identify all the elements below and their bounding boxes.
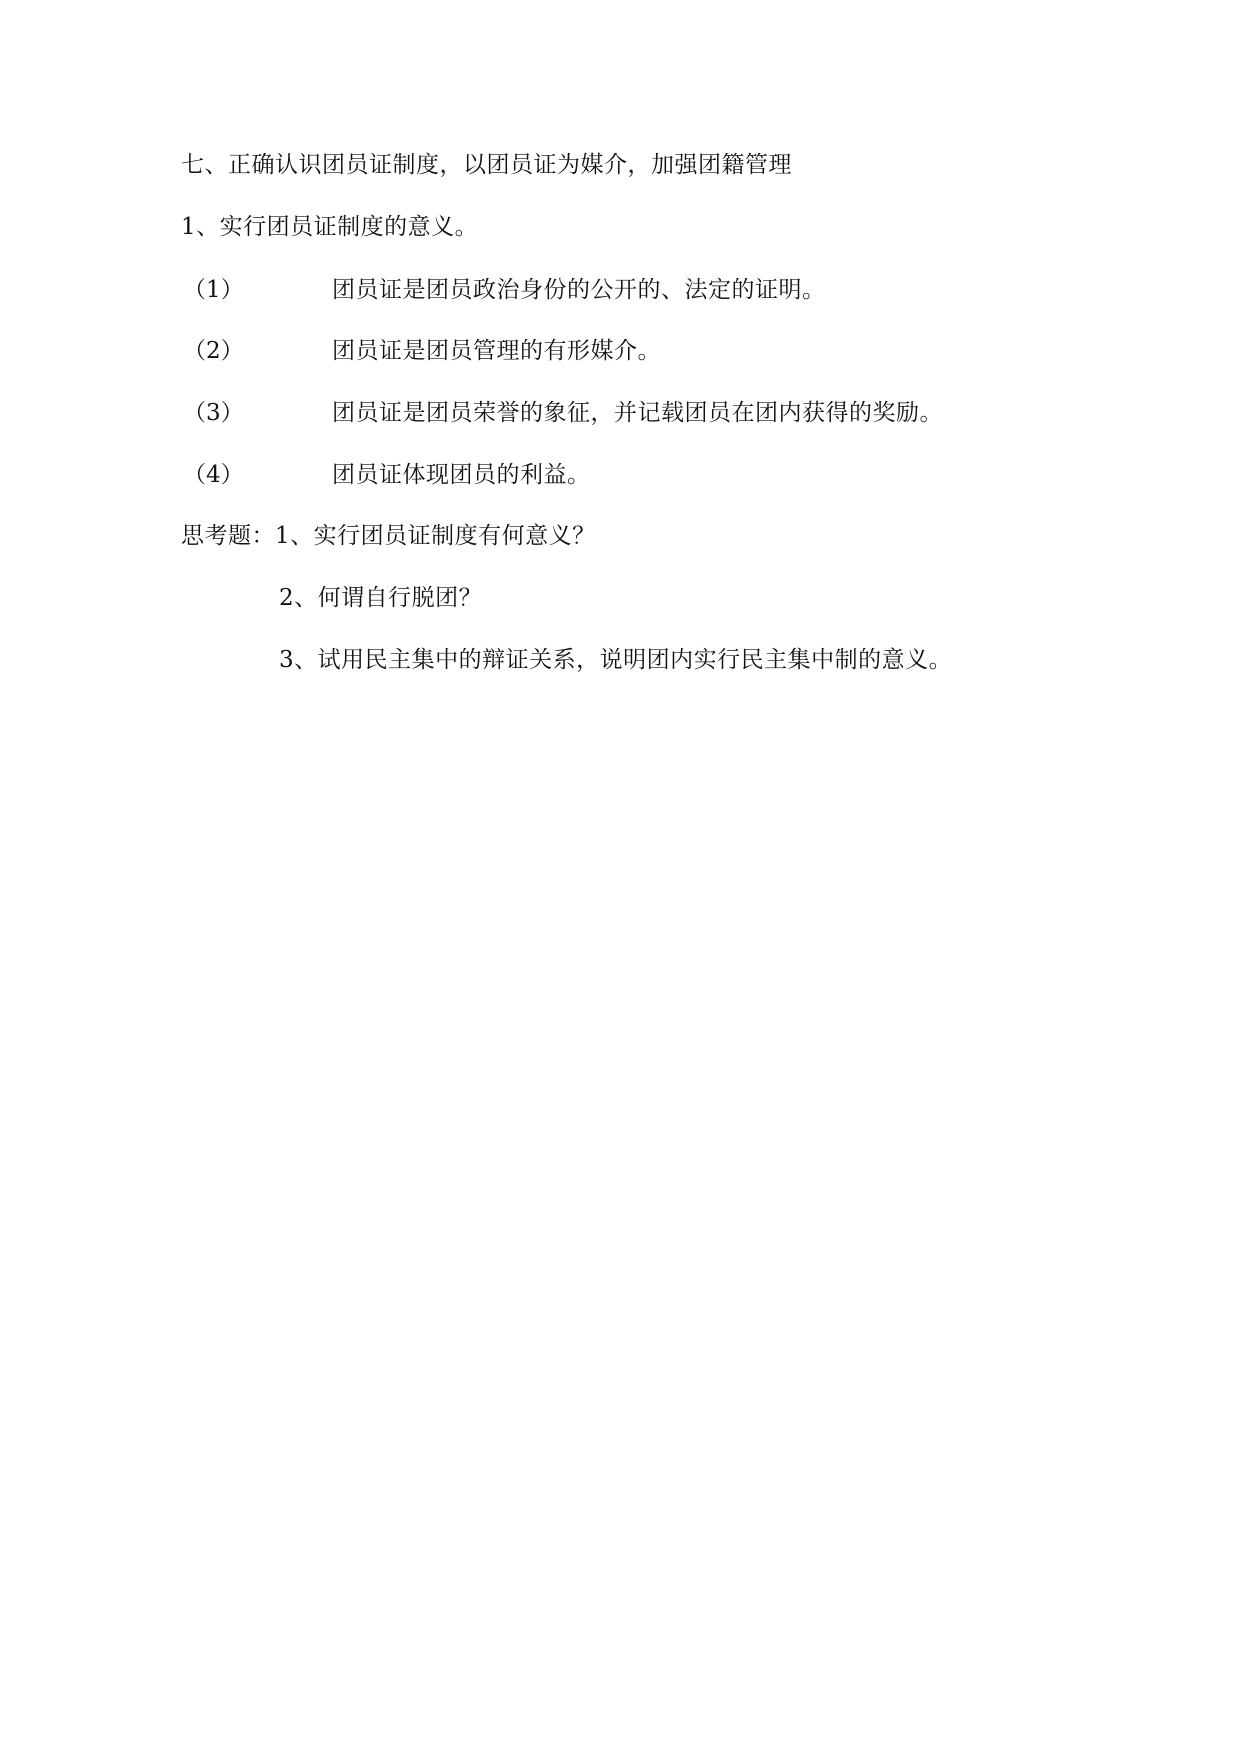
subsection-heading: 1、实行团员证制度的意义。 xyxy=(181,214,479,240)
question-2: 2、何谓自行脱团？ xyxy=(279,585,483,611)
question-3: 3、试用民主集中的辩证关系，说明团内实行民主集中制的意义。 xyxy=(279,647,953,673)
questions-row-1 xyxy=(181,521,596,551)
section-heading: 七、正确认识团员证制度，以团员证为媒介，加强团籍管理 xyxy=(181,152,792,178)
questions-label: 思考题： xyxy=(181,523,275,549)
question-1: 1、实行团员证制度有何意义？ xyxy=(275,523,596,549)
list-item-number: （2） xyxy=(183,338,244,364)
list-item-text: 团员证是团员荣誉的象征，并记载团员在团内获得的奖励。 xyxy=(332,400,943,426)
list-item-number: （3） xyxy=(183,400,244,426)
list-item-text: 团员证体现团员的利益。 xyxy=(332,462,591,488)
list-item-number: （1） xyxy=(183,277,244,303)
list-item-text: 团员证是团员政治身份的公开的、法定的证明。 xyxy=(332,277,826,303)
list-item-text: 团员证是团员管理的有形媒介。 xyxy=(332,338,661,364)
list-item-number: （4） xyxy=(183,462,244,488)
